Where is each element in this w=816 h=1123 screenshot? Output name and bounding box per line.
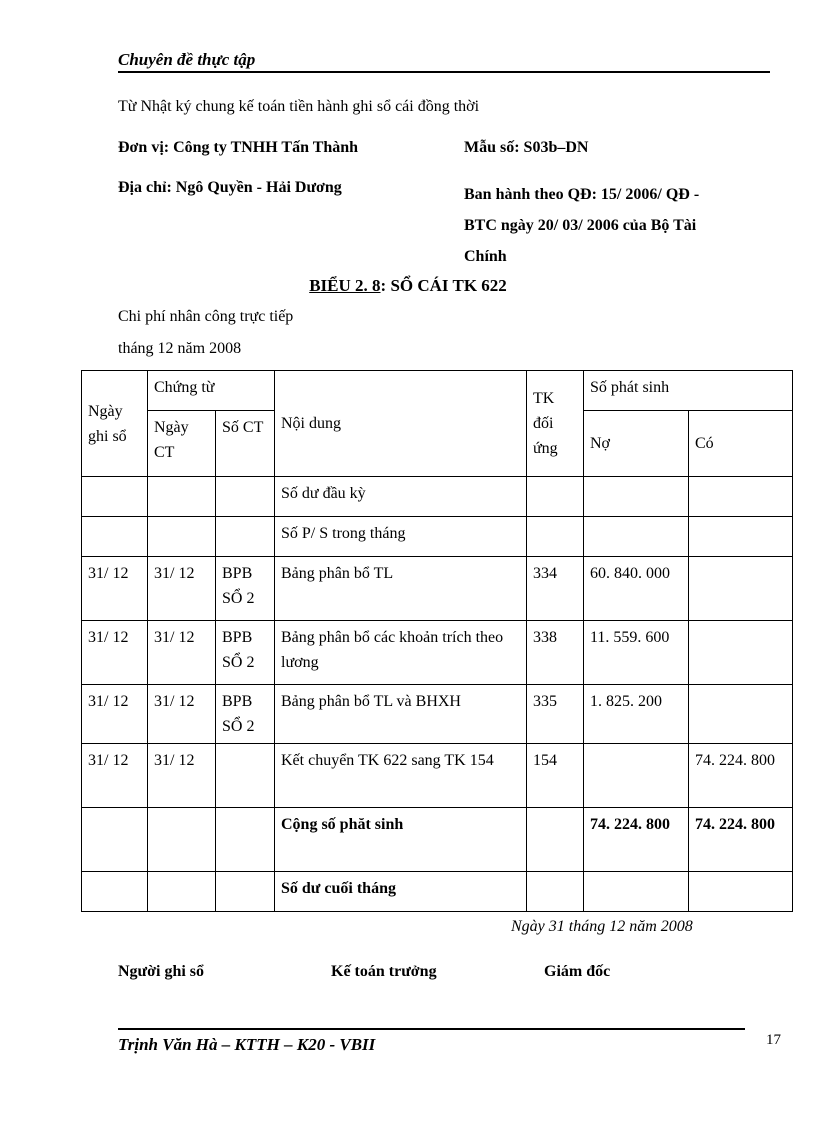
table-row <box>82 808 793 872</box>
cell-co <box>689 872 793 912</box>
cell-noi-dung: Số dư cuối tháng <box>275 872 527 912</box>
header-ngay-ct: Ngày CT <box>148 411 216 477</box>
cell-ngay-ct: 31/ 12 <box>148 744 216 808</box>
cell-no: 1. 825. 200 <box>584 685 689 744</box>
cell-co <box>689 477 793 517</box>
issued-line: Ban hành theo QĐ: 15/ 2006/ QĐ - <box>464 186 700 203</box>
footer-rule <box>118 1028 745 1030</box>
intro-text: Từ Nhật ký chung kế toán tiền hành ghi sổ cái đồng thời <box>118 98 480 115</box>
cell-no: 74. 224. 800 <box>584 808 689 872</box>
cell-co <box>689 517 793 557</box>
table-row <box>82 517 793 557</box>
signature-date: Ngày 31 tháng 12 năm 2008 <box>511 918 693 935</box>
header-rule <box>118 71 770 73</box>
cell-so-ct <box>216 872 275 912</box>
cell-noi-dung: Bảng phân bổ TL và BHXH <box>275 685 527 744</box>
table-header-row <box>82 371 793 411</box>
page-number: 17 <box>766 1032 781 1048</box>
ledger-period: tháng 12 năm 2008 <box>118 340 242 357</box>
header-so-phat-sinh: Số phát sinh <box>584 371 793 411</box>
cell-no: 60. 840. 000 <box>584 557 689 621</box>
cell-ngay-ghi: 31/ 12 <box>82 685 148 744</box>
cell-so-ct <box>216 517 275 557</box>
cell-co <box>689 557 793 621</box>
cell-tk <box>527 808 584 872</box>
cell-no: 11. 559. 600 <box>584 621 689 685</box>
cell-tk <box>527 517 584 557</box>
cell-tk: 338 <box>527 621 584 685</box>
header-chung-tu: Chứng từ <box>148 371 275 411</box>
ledger-subtitle: Chi phí nhân công trực tiếp <box>118 308 294 325</box>
cell-co <box>689 685 793 744</box>
header-tk-doi-ung: TK đối ứng <box>527 371 584 477</box>
cell-ngay-ct <box>148 477 216 517</box>
header-no: Nợ <box>584 411 689 477</box>
cell-co: 74. 224. 800 <box>689 808 793 872</box>
cell-so-ct <box>216 744 275 808</box>
signature-chief-accountant: Kế toán trưởng <box>331 963 437 980</box>
table-row <box>82 685 793 744</box>
ledger-table <box>81 370 793 912</box>
cell-no <box>584 872 689 912</box>
signature-director: Giám đốc <box>544 963 611 980</box>
cell-so-ct <box>216 477 275 517</box>
form-number: Mẫu số: S03b–DN <box>464 139 589 156</box>
cell-so-ct <box>216 808 275 872</box>
company-unit: Đơn vị: Công ty TNHH Tấn Thành <box>118 139 359 156</box>
cell-noi-dung: Bảng phân bổ TL <box>275 557 527 621</box>
issued-decision <box>464 179 767 272</box>
ledger-title <box>0 276 816 296</box>
cell-ngay-ghi <box>82 477 148 517</box>
cell-no <box>584 517 689 557</box>
cell-tk <box>527 477 584 517</box>
cell-noi-dung: Bảng phân bổ các khoản trích theo lương <box>275 621 527 685</box>
header-so-ct: Số CT <box>216 411 275 477</box>
footer-author: Trịnh Văn Hà – KTTH – K20 - VBII <box>118 1035 376 1054</box>
cell-ngay-ct: 31/ 12 <box>148 621 216 685</box>
table-row <box>82 477 793 517</box>
table-row <box>82 557 793 621</box>
cell-ngay-ct: 31/ 12 <box>148 685 216 744</box>
cell-ngay-ghi: 31/ 12 <box>82 621 148 685</box>
document-header-title: Chuyên đề thực tập <box>118 50 256 69</box>
ledger-title-text: : SỔ CÁI TK 622 <box>380 276 507 295</box>
cell-ngay-ghi <box>82 872 148 912</box>
table-row <box>82 744 793 808</box>
issued-line: Chính <box>464 248 507 265</box>
cell-noi-dung: Số P/ S trong tháng <box>275 517 527 557</box>
signature-recorder: Người ghi sổ <box>118 963 205 980</box>
cell-tk: 154 <box>527 744 584 808</box>
cell-ngay-ghi: 31/ 12 <box>82 744 148 808</box>
cell-so-ct: BPB SỔ 2 <box>216 685 275 744</box>
ledger-title-label: BIỂU 2. 8 <box>309 276 381 295</box>
cell-co: 74. 224. 800 <box>689 744 793 808</box>
cell-no <box>584 477 689 517</box>
cell-noi-dung: Số dư đầu kỳ <box>275 477 527 517</box>
header-co: Có <box>689 411 793 477</box>
cell-ngay-ghi: 31/ 12 <box>82 557 148 621</box>
cell-so-ct: BPB SỔ 2 <box>216 621 275 685</box>
table-row <box>82 621 793 685</box>
cell-ngay-ct <box>148 808 216 872</box>
cell-tk <box>527 872 584 912</box>
cell-tk: 335 <box>527 685 584 744</box>
cell-noi-dung: Kết chuyển TK 622 sang TK 154 <box>275 744 527 808</box>
company-address: Địa chỉ: Ngô Quyền - Hải Dương <box>118 179 342 196</box>
cell-ngay-ct <box>148 517 216 557</box>
table-row <box>82 872 793 912</box>
issued-line: BTC ngày 20/ 03/ 2006 của Bộ Tài <box>464 217 697 234</box>
cell-ngay-ct: 31/ 12 <box>148 557 216 621</box>
cell-so-ct: BPB SỔ 2 <box>216 557 275 621</box>
cell-ngay-ct <box>148 872 216 912</box>
cell-co <box>689 621 793 685</box>
header-ngay-ghi-so: Ngày ghi sổ <box>82 371 148 477</box>
cell-tk: 334 <box>527 557 584 621</box>
cell-ngay-ghi <box>82 808 148 872</box>
cell-noi-dung: Cộng số phăt sinh <box>275 808 527 872</box>
cell-no <box>584 744 689 808</box>
cell-ngay-ghi <box>82 517 148 557</box>
header-noi-dung: Nội dung <box>275 371 527 477</box>
